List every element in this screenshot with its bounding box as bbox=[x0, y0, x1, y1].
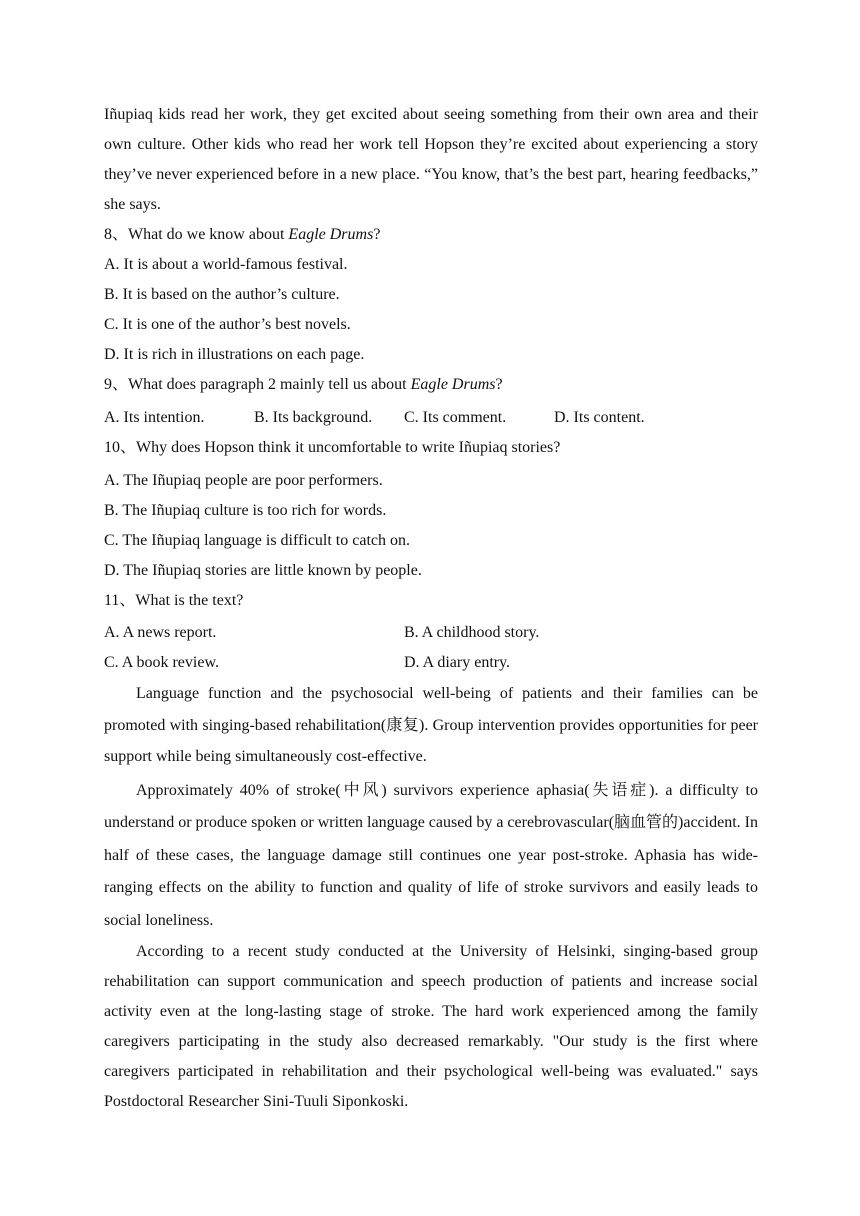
question-11-option-b: B. A childhood story. bbox=[404, 624, 540, 641]
question-10 bbox=[104, 433, 758, 586]
question-10-stem: 10、Why does Hopson think it uncomfortable to write Iñupiaq stories? bbox=[104, 439, 561, 456]
question-8-option-b: B. It is based on the author’s culture. bbox=[104, 286, 340, 303]
question-10-option-d: D. The Iñupiaq stories are little known by people. bbox=[104, 562, 422, 579]
question-9-stem-text: 9、What does paragraph 2 mainly tell us about bbox=[104, 376, 411, 393]
passage-b-paragraph-1: Language function and the psychosocial well-being of patients and their families can be promoted with singing-based rehabilitation(康复). Group intervention provides opportunities for peer support while being simultaneously cost-effective. bbox=[104, 685, 758, 765]
question-9-book-title: Eagle Drums bbox=[410, 376, 496, 393]
page-content bbox=[104, 100, 758, 1117]
question-10-option-c: C. The Iñupiaq language is difficult to catch on. bbox=[104, 532, 410, 549]
question-11-options-row-2 bbox=[104, 648, 758, 678]
question-8-option-c: C. It is one of the author’s best novels. bbox=[104, 316, 351, 333]
question-8-mark: ? bbox=[373, 226, 381, 243]
passage-a-closing-paragraph: Iñupiaq kids read her work, they get excited about seeing something from their own area and their own culture. Other kids who read her work tell Hopson they’re excited about experiencing a story they’ve never experienced before in a new place. “You know, that’s the best part, hearing feedbacks,” she says. bbox=[104, 106, 758, 213]
question-8 bbox=[104, 220, 758, 370]
passage-b bbox=[104, 678, 758, 1117]
question-9-options bbox=[104, 403, 758, 433]
question-10-option-a: A. The Iñupiaq people are poor performers. bbox=[104, 472, 383, 489]
passage-b-paragraph-2: Approximately 40% of stroke(中风) survivors experience aphasia(失语症). a difficulty to understand or produce spoken or written language caused by a cerebrovascular(脑血管的)accident. In half of these cases, the language damage still continues one year post-stroke. Aphasia has wide-ranging effects on the ability to function and quality of life of stroke survivors and easily leads to social loneliness. bbox=[104, 781, 758, 929]
question-9 bbox=[104, 370, 758, 433]
question-11-stem: 11、What is the text? bbox=[104, 592, 244, 609]
question-9-option-b: B. Its background. bbox=[254, 409, 373, 426]
question-8-stem-text: 8、What do we know about bbox=[104, 226, 289, 243]
question-8-option-a: A. It is about a world-famous festival. bbox=[104, 256, 348, 273]
question-9-option-c: C. Its comment. bbox=[404, 409, 507, 426]
question-9-stem bbox=[104, 370, 758, 400]
question-8-book-title: Eagle Drums bbox=[288, 226, 374, 243]
passage-b-paragraph-3: According to a recent study conducted at the University of Helsinki, singing-based group rehabilitation can support communication and speech production of patients and increase social activity even at the long-lasting stage of stroke. The hard work experienced among the family caregivers participating in the study also decreased remarkably. "Our study is the first where caregivers participated in rehabilitation and their psychological well-being was evaluated." says Postdoctoral Researcher Sini-Tuuli Siponkoski. bbox=[104, 943, 758, 1110]
question-9-option-a: A. Its intention. bbox=[104, 409, 205, 426]
question-11-options-row-1 bbox=[104, 618, 758, 648]
question-9-option-d: D. Its content. bbox=[554, 409, 645, 426]
question-8-option-d: D. It is rich in illustrations on each page. bbox=[104, 346, 365, 363]
question-11-option-a: A. A news report. bbox=[104, 624, 217, 641]
question-11 bbox=[104, 586, 758, 678]
question-8-stem bbox=[104, 220, 758, 250]
question-11-option-c: C. A book review. bbox=[104, 654, 219, 671]
question-11-option-d: D. A diary entry. bbox=[404, 654, 511, 671]
question-10-option-b: B. The Iñupiaq culture is too rich for words. bbox=[104, 502, 387, 519]
question-9-mark: ? bbox=[495, 376, 503, 393]
